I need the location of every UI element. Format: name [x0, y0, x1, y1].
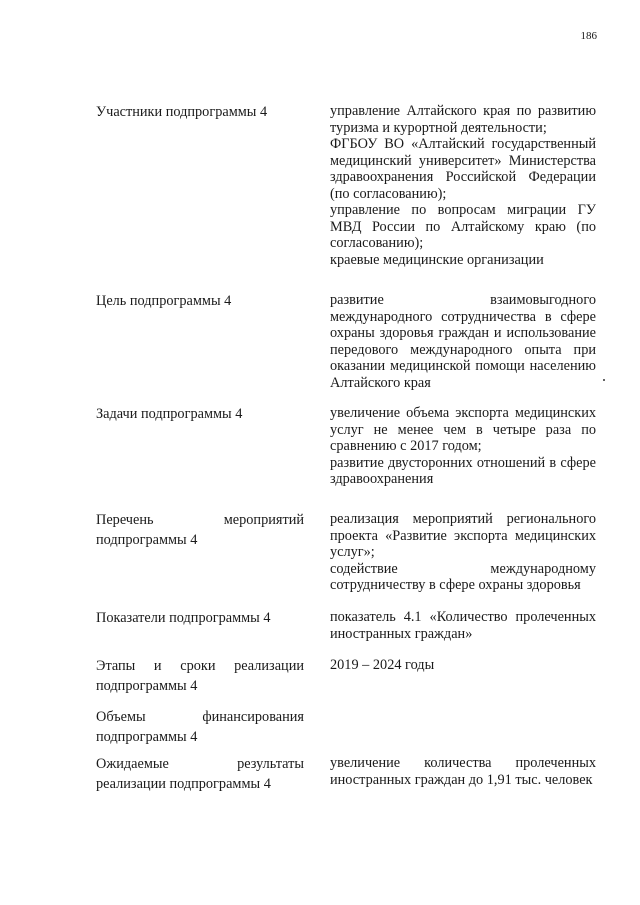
row-results: [96, 755, 596, 815]
row-label: Цель подпрограммы 4: [96, 293, 232, 309]
row-value: [330, 292, 596, 391]
row-value: [330, 511, 596, 594]
row-indicators: [96, 609, 596, 657]
row-value: [330, 103, 596, 268]
row-value: [330, 755, 596, 788]
row-label: Этапы и сроки реализации подпрограммы 4: [96, 658, 304, 694]
value-line: увеличение объема экспорта медицинских услуг не менее чем в четыре раза по сравнению с 2017 годом;: [330, 405, 596, 454]
row-label: Показатели подпрограммы 4: [96, 610, 271, 626]
row-value: [330, 609, 596, 642]
row-label: Задачи подпрограммы 4: [96, 406, 243, 422]
row-events: [96, 511, 596, 609]
value-line: развитие двусторонних отношений в сфере здравоохранения: [330, 454, 596, 487]
row-label: Объемы финансирования подпрограммы 4: [96, 709, 304, 745]
subprogram-passport-table: [96, 103, 596, 815]
value-line: развитие взаимовыгодного международного сотрудничества в сфере охраны здоровья граждан и использование передового международного опыта при оказании медицинской помощи населению Алтайского края: [330, 292, 596, 391]
value-line: показатель 4.1 «Количество пролеченных иностранных граждан»: [330, 609, 596, 642]
value-line: управление Алтайского края по развитию туризма и курортной деятельности;: [330, 103, 596, 136]
row-value: [330, 405, 596, 488]
value-line: реализация мероприятий регионального проекта «Развитие экспорта медицинских услуг»;: [330, 511, 596, 560]
row-goal: [96, 292, 596, 405]
value-line: 2019 – 2024 годы: [330, 657, 435, 673]
value-line: увеличение количества пролеченных иностранных граждан до 1,91 тыс. человек: [330, 755, 596, 788]
page-number: 186: [580, 30, 597, 42]
value-line: ФГБОУ ВО «Алтайский государственный медицинский университет» Министерства здравоохранения Российской Федерации (по согласованию);: [330, 136, 596, 202]
value-line: краевые медицинские организации: [330, 251, 544, 268]
row-label: Ожидаемые результаты реализации подпрограммы 4: [96, 756, 304, 792]
value-line: управление по вопросам миграции ГУ МВД России по Алтайскому краю (по согласованию);: [330, 202, 596, 251]
row-value: [330, 657, 596, 674]
row-label: Участники подпрограммы 4: [96, 104, 268, 120]
value-line: содействие международному сотрудничеству в сфере охраны здоровья: [330, 560, 596, 593]
row-funding: [96, 708, 596, 755]
row-label: Перечень мероприятий подпрограммы 4: [96, 512, 304, 548]
row-tasks: [96, 405, 596, 511]
scan-dot: [603, 379, 605, 381]
row-participants: [96, 103, 596, 292]
row-stages: [96, 657, 596, 708]
